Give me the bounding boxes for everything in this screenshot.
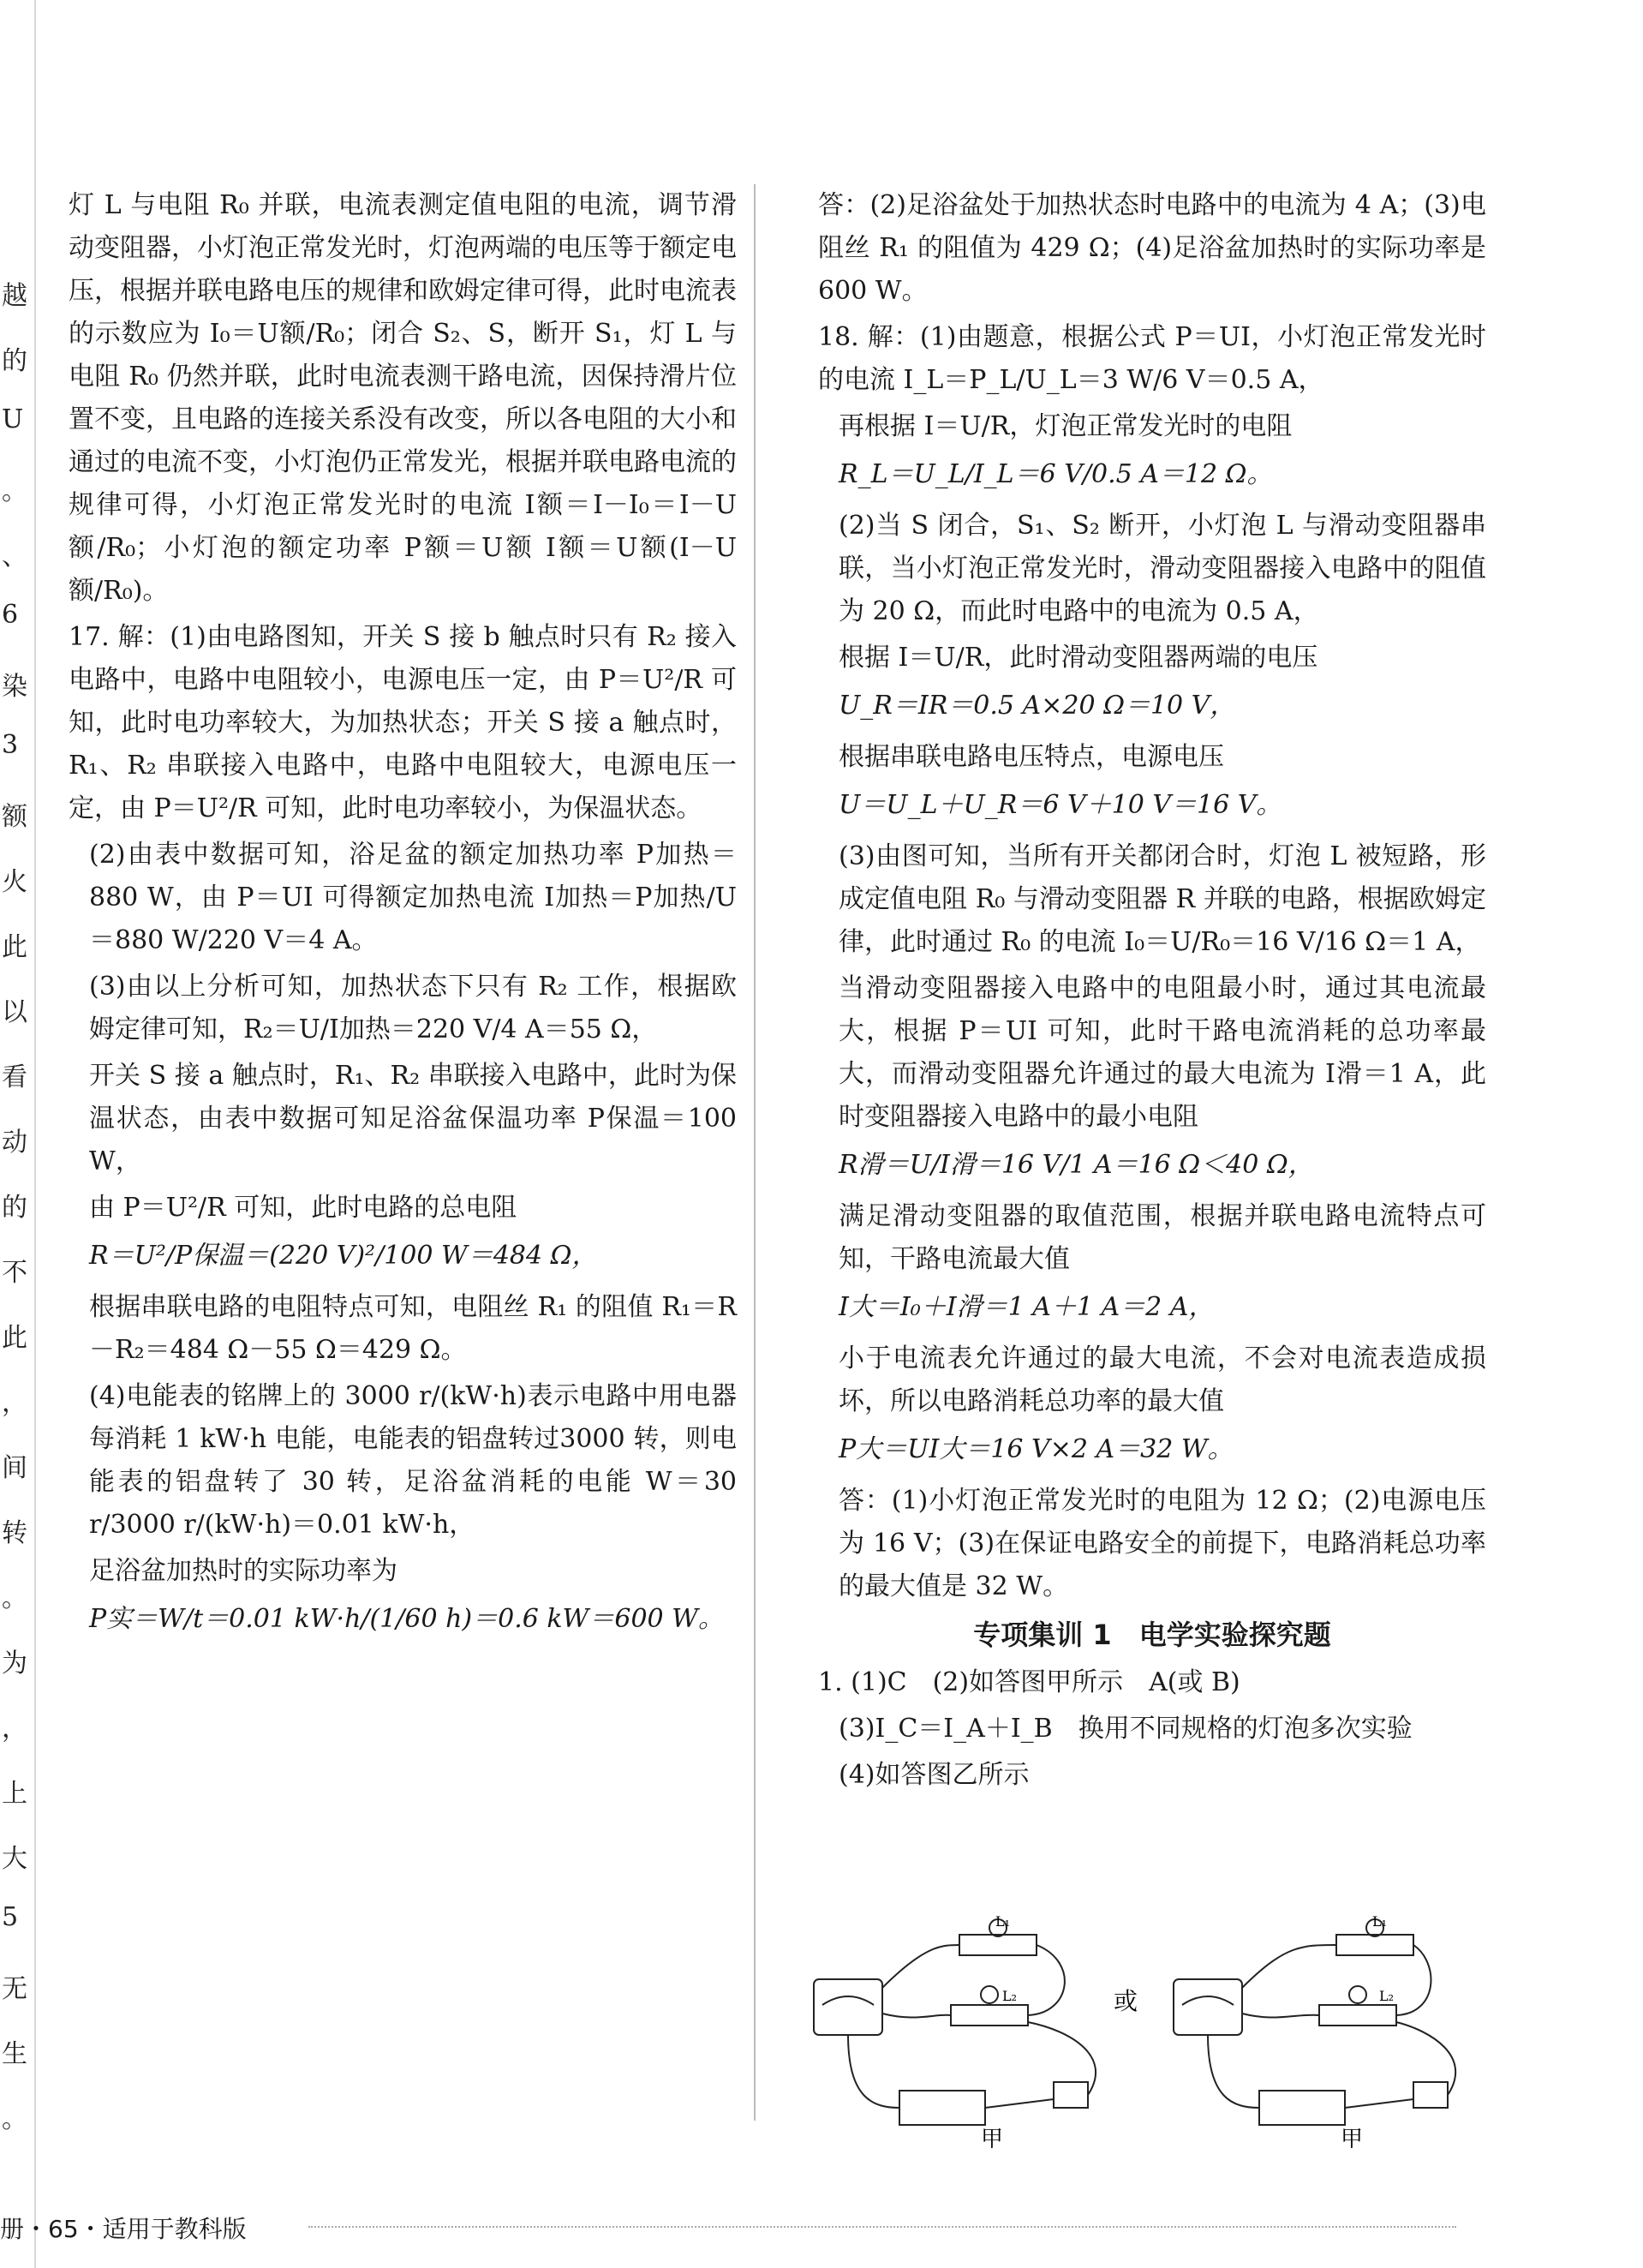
paragraph-right-8: 当滑动变阻器接入电路中的电阻最小时，通过其电流最大，根据 P＝UI 可知，此时干路电流消耗的总功率最大，而滑动变阻器允许通过的最大电流为 I滑＝1 A，此时变阻器接入电路中的最小电阻 xyxy=(839,973,1486,1132)
paragraph-left-4: (3)由以上分析可知，加热状态下只有 R₂ 工作，根据欧姆定律可知，R₂＝U/I加热＝220 V/4 A＝55 Ω， xyxy=(89,972,737,1044)
strip-char: 看 xyxy=(2,1062,27,1092)
paragraph-right-9: 满足滑动变阻器的取值范围，根据并联电路电流特点可知，干路电流最大值 xyxy=(839,1201,1486,1274)
paragraph-left-1: 灯 L 与电阻 R₀ 并联，电流表测定值电阻的电流，调节滑动变阻器，小灯泡正常发光时，灯泡两端的电压等于额定电压，根据并联电路电压的规律和欧姆定律可得，此时电流表的示数应为 I₀＝U额/R₀；闭合 S₂、S，断开 S₁，灯 L 与电阻 R₀ 仍然并联，此时电流表测干路电流，因保持滑片位置不变，且电路的连接关系没有改变，所以各电阻的大小和通过的电流不变，小灯泡仍正常发光，根据并联电路电流的规律可得，小灯泡正常发光时的电流 I额＝I－I₀＝I－U额/R₀；小灯泡的额定功率 P额＝U额 I额＝U额(I－U额/R₀)。 xyxy=(69,190,737,606)
ammeter-scale xyxy=(1182,1996,1234,2005)
strip-char: 额 xyxy=(2,802,27,832)
strip-char: 5 xyxy=(2,1902,19,1932)
paragraph-right-6: 根据串联电路电压特点，电源电压 xyxy=(839,742,1224,772)
wire xyxy=(882,2014,951,2018)
circuit-left xyxy=(814,1919,1096,2125)
strip-char: 动 xyxy=(2,1128,27,1158)
switch-icon xyxy=(1054,2082,1088,2108)
label-l1-right: L₁ xyxy=(1372,1913,1388,1930)
paragraph-right-4: (2)当 S 闭合，S₁、S₂ 断开，小灯泡 L 与滑动变阻器串联，当小灯泡正常发光时，滑动变阻器接入电路中的阻值为 20 Ω，而此时电路中的电流为 0.5 A， xyxy=(839,511,1486,626)
strip-char: 。 xyxy=(2,1583,27,1613)
strip-char: 转 xyxy=(2,1518,27,1548)
page-footer: 册・65・适用于教科版 xyxy=(0,2215,247,2243)
label-l1-left: L₁ xyxy=(995,1913,1011,1930)
formula-right-5: I大＝I₀＋I滑＝1 A＋1 A＝2 A， xyxy=(839,1292,1215,1322)
strip-char: U xyxy=(2,404,24,434)
strip-char: 。 xyxy=(2,476,27,506)
formula-left-1: R＝U²/P保温＝(220 V)²/100 W＝484 Ω， xyxy=(89,1241,598,1271)
caption-left: 甲 xyxy=(981,2127,1004,2152)
circuit-diagrams xyxy=(797,1913,1465,2152)
paragraph-right-5: 根据 I＝U/R，此时滑动变阻器两端的电压 xyxy=(839,643,1318,673)
caption-right: 甲 xyxy=(1341,2127,1364,2152)
paragraph-left-7: 根据串联电路的电阻特点可知，电阻丝 R₁ 的阻值 R₁＝R－R₂＝484 Ω－55 Ω＝429 Ω。 xyxy=(89,1292,737,1365)
strip-char: 无 xyxy=(2,1974,27,2004)
strip-char: 间 xyxy=(2,1453,27,1483)
battery-icon xyxy=(1259,2091,1345,2125)
strip-char: 上 xyxy=(2,1779,27,1809)
bulb-l2-icon xyxy=(981,1986,998,2003)
strip-char: 不 xyxy=(2,1258,27,1288)
right-column xyxy=(818,184,1486,1800)
switch-icon xyxy=(1413,2082,1448,2108)
bulb-l2-icon xyxy=(1349,1986,1366,2003)
strip-char: 的 xyxy=(2,1193,27,1223)
wire xyxy=(1208,2035,1259,2108)
paragraph-left-6: 由 P＝U²/R 可知，此时电路的总电阻 xyxy=(89,1193,517,1223)
strip-char: 以 xyxy=(2,997,27,1027)
strip-char: 此 xyxy=(2,1323,27,1353)
wire xyxy=(882,1945,959,1988)
formula-right-6: P大＝UI大＝16 V×2 A＝32 W。 xyxy=(839,1434,1234,1464)
strip-char: 。 xyxy=(2,2104,27,2134)
or-text: 或 xyxy=(1114,1987,1138,2015)
paragraph-right-1: 答：(2)足浴盆处于加热状态时电路中的电流为 4 A；(3)电阻丝 R₁ 的阻值为 429 Ω；(4)足浴盆加热时的实际功率是 600 W。 xyxy=(818,190,1486,306)
paragraph-right-2: 18. 解：(1)由题意，根据公式 P＝UI，小灯泡正常发光时的电流 I_L＝P_L/U_L＝3 W/6 V＝0.5 A， xyxy=(818,322,1486,395)
strip-char: 此 xyxy=(2,932,27,962)
wire xyxy=(1242,1945,1336,1988)
lamp-base-l2 xyxy=(1319,2005,1396,2026)
strip-char: 火 xyxy=(2,867,27,897)
strip-char: ， xyxy=(2,1714,27,1744)
strip-char: 染 xyxy=(2,672,27,702)
paragraph-right-10: 小于电流表允许通过的最大电流，不会对电流表造成损坏，所以电路消耗总功率的最大值 xyxy=(839,1343,1486,1416)
answer-1-part4: (4)如答图乙所示 xyxy=(839,1760,1030,1790)
strip-char: 的 xyxy=(2,346,27,376)
section-title: 专项集训 1 电学实验探究题 xyxy=(973,1619,1331,1651)
paragraph-right-3: 再根据 I＝U/R，灯泡正常发光时的电阻 xyxy=(839,411,1293,441)
lamp-base-l1 xyxy=(1336,1935,1413,1955)
strip-char: 大 xyxy=(2,1844,27,1874)
strip-char: 、 xyxy=(2,542,27,571)
column-divider xyxy=(754,184,756,2121)
footer-dotted-line xyxy=(308,2226,1456,2228)
strip-char: 越 xyxy=(2,281,27,311)
paragraph-right-11: 答：(1)小灯泡正常发光时的电阻为 12 Ω；(2)电源电压为 16 V；(3)在保证电路安全的前提下，电路消耗总功率的最大值是 32 W。 xyxy=(839,1486,1486,1601)
strip-char: 6 xyxy=(2,600,19,630)
strip-char: 生 xyxy=(2,2039,27,2069)
formula-left-2: P实＝W/t＝0.01 kW·h/(1/60 h)＝0.6 kW＝600 W。 xyxy=(89,1604,725,1634)
left-column xyxy=(69,184,737,1649)
strip-char: 为 xyxy=(2,1649,27,1679)
wire xyxy=(1028,2022,1096,2095)
answer-1-part3: (3)I_C＝I_A＋I_B 换用不同规格的灯泡多次实验 xyxy=(839,1714,1413,1744)
wire xyxy=(1242,2014,1319,2018)
ammeter-icon xyxy=(1174,1979,1242,2035)
formula-right-3: U＝U_L＋U_R＝6 V＋10 V＝16 V。 xyxy=(839,790,1282,820)
paragraph-right-7: (3)由图可知，当所有开关都闭合时，灯泡 L 被短路，形成定值电阻 R₀ 与滑动变阻器 R 并联的电路，根据欧姆定律，此时通过 R₀ 的电流 I₀＝U/R₀＝16 V/16 Ω＝1 A， xyxy=(839,841,1486,957)
paragraph-left-2: 17. 解：(1)由电路图知，开关 S 接 b 触点时只有 R₂ 接入电路中，电路中电阻较小，电源电压一定，由 P＝U²/R 可知，此时电功率较大，为加热状态；开关 S 接 a 触点时，R₁、R₂ 串联接入电路中，电路中电阻较大，电源电压一定，由 P＝U²/R 可知，此时电功率较小，为保温状态。 xyxy=(69,622,737,823)
paragraph-left-3: (2)由表中数据可知，浴足盆的额定加热功率 P加热＝880 W，由 P＝UI 可得额定加热电流 I加热＝P加热/U＝880 W/220 V＝4 A。 xyxy=(89,840,737,955)
strip-char: 3 xyxy=(2,730,19,760)
lamp-base-l2 xyxy=(951,2005,1028,2026)
formula-right-2: U_R＝IR＝0.5 A×20 Ω＝10 V， xyxy=(839,691,1236,721)
label-l2-left: L₂ xyxy=(1002,1988,1018,2004)
label-l2-right: L₂ xyxy=(1379,1988,1395,2004)
wire xyxy=(1345,2099,1413,2108)
wire xyxy=(1396,2022,1455,2095)
ammeter-icon xyxy=(814,1979,882,2035)
battery-icon xyxy=(899,2091,985,2125)
formula-right-1: R_L＝U_L/I_L＝6 V/0.5 A＝12 Ω。 xyxy=(839,459,1273,489)
formula-right-4: R滑＝U/I滑＝16 V/1 A＝16 Ω＜40 Ω， xyxy=(839,1150,1314,1180)
paragraph-left-8: (4)电能表的铭牌上的 3000 r/(kW·h)表示电路中用电器每消耗 1 kW·h 电能，电能表的铝盘转过3000 转，则电能表的铝盘转了 30 转，足浴盆消耗的电能 W＝30 r/3000 r/(kW·h)＝0.01 kW·h， xyxy=(89,1381,737,1540)
wire xyxy=(848,2035,899,2108)
wire xyxy=(985,2099,1054,2108)
answer-1: 1. (1)C (2)如答图甲所示 A(或 B) xyxy=(818,1667,1240,1697)
paragraph-left-5: 开关 S 接 a 触点时，R₁、R₂ 串联接入电路中，此时为保温状态，由表中数据可知足浴盆保温功率 P保温＝100 W， xyxy=(89,1061,737,1176)
lamp-base-l1 xyxy=(959,1935,1037,1955)
paragraph-left-9: 足浴盆加热时的实际功率为 xyxy=(89,1556,397,1586)
left-margin-strip xyxy=(0,0,36,2268)
circuit-right xyxy=(1174,1919,1455,2125)
ammeter-scale xyxy=(822,1996,874,2005)
strip-char: ， xyxy=(2,1388,27,1418)
